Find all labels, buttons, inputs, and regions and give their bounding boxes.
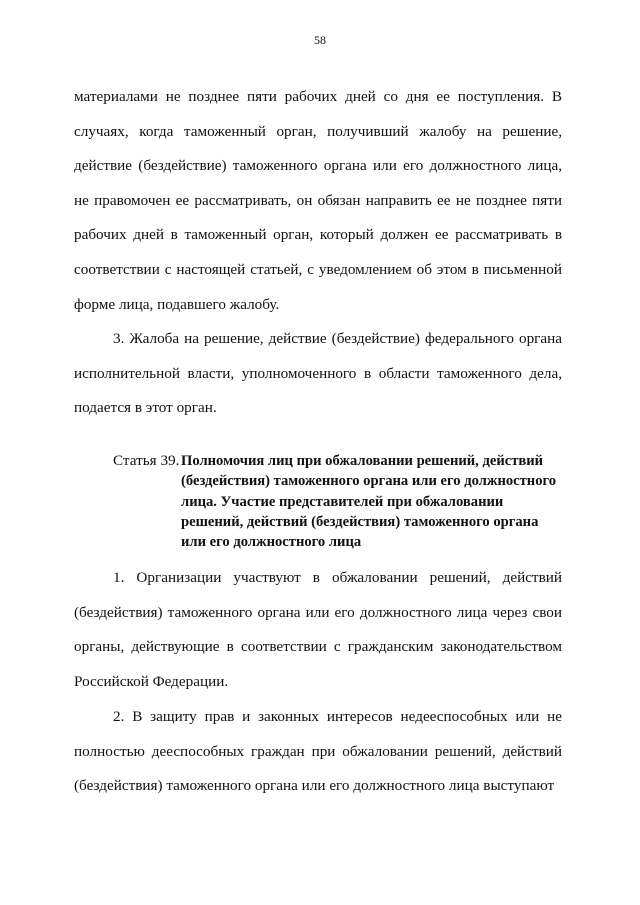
article-title: Полномочия лиц при обжаловании решений, действий (бездействия) таможенного органа или его должностного лица. Участие представителей при обжаловании решений, действий (бездействия) таможенного органа или его должностного лица [181, 453, 557, 551]
paragraph-item-2: 2. В защиту прав и законных интересов недееспособных или не полностью дееспособных граждан при обжаловании решений, действий (бездействия) таможенного органа или его должностного лица выступают [74, 708, 562, 795]
paragraph-item-3: 3. Жалоба на решение, действие (бездействие) федерального органа исполнительной власти, уполномоченного в области таможенного дела, подается в этот орган. [74, 330, 562, 417]
paragraph-item-1: 1. Организации участвуют в обжаловании решений, действий (бездействия) таможенного органа или его должностного лица через свои органы, действующие в соответствии с гражданским законодательством Российской Федерации. [74, 569, 562, 690]
article-label: Статья 39. [113, 452, 180, 469]
page-number: 58 [314, 33, 326, 47]
paragraph-continuation: материалами не позднее пяти рабочих дней со дня ее поступления. В случаях, когда таможенный орган, получивший жалобу на решение, действие (бездействие) таможенного органа или его должностного лица, не правомочен ее рассматривать, он обязан направить ее не позднее пяти рабочих дней в таможенный орган, который должен ее рассматривать в соответствии с настоящей статьей, с уведомлением об этом в письменной форме лица, подавшего жалобу. [74, 88, 562, 313]
